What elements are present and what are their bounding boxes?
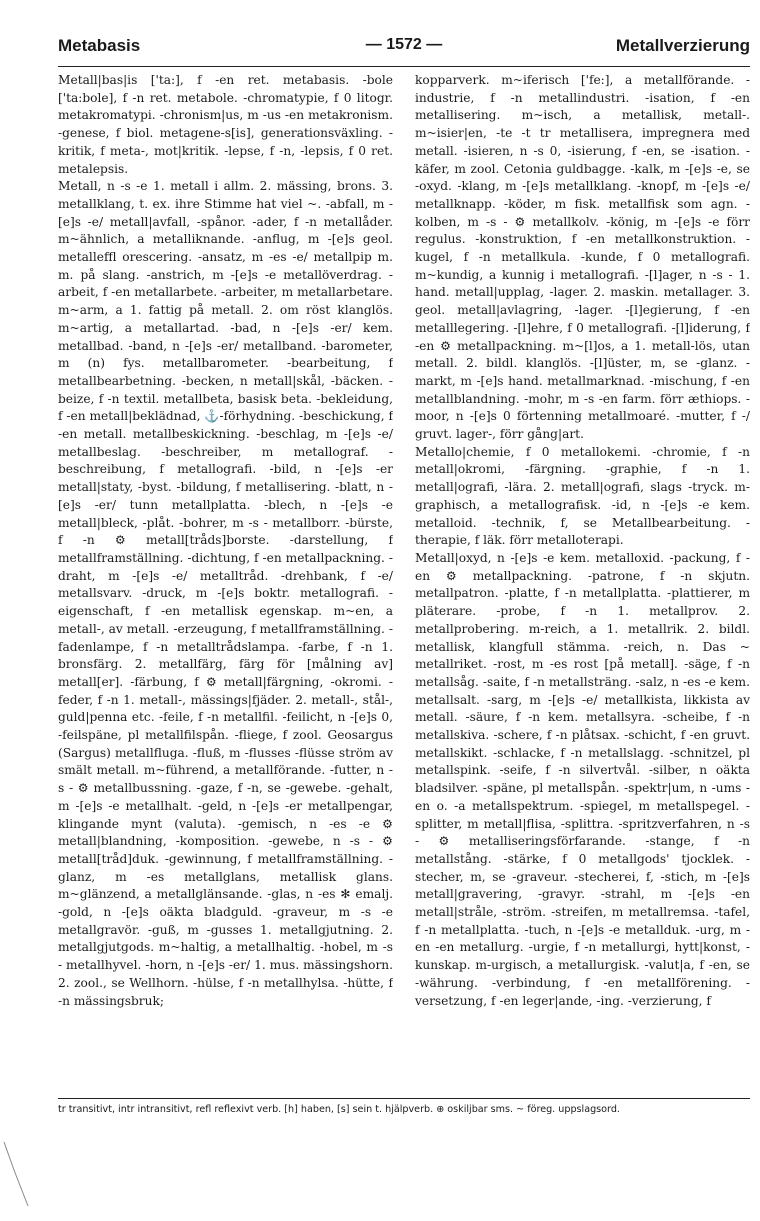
margin-pencil-mark	[0, 1140, 40, 1210]
abbreviation-legend: tr transitivt, intr intransitivt, refl reflexivt verb. [h] haben, [s] sein t. hjälpverb. ⊕ oskiljbar sms. ~ föreg. uppslagsord.	[58, 1104, 620, 1115]
header-guide-word-right: Metallverzierung	[615, 36, 750, 55]
footer-divider	[58, 1098, 750, 1099]
left-column	[58, 72, 393, 1094]
entry-block-metall-continued: kopparverk. m~iferisch ['fe:], a metallförande. -industrie, f -n metallindustri. -isation, f -en metallisering. m~isch, a metallisk, metall-. m~isier|en, -te -t tr metallisera, impregnera med metall. -isieren, n -s 0, -isierung, f -en, se -isation. -käfer, m zool. Cetonia guldbagge. -kalk, m -[e]s -e, se -oxyd. -klang, m -[e]s metallklang. -knopf, m -[e]s -e/ metallknapp. -köder, m fisk. metallfisk som agn. -kolben, m -s - ⚙ metallkolv. -könig, m -[e]s -e förr regulus. -konstruktion, f -en metallkonstruktion. -kugel, f -n metallkula. -kunde, f 0 metallografi. m~kundig, a kunnig i metallografi. -[l]ager, n -s - 1. hand. metall|upplag, -lager. 2. maskin. metallager. 3. geol. metall|avlagring, -lager. -[l]egierung, f -en metalllegering. -[l]ehre, f 0 metallografi. -[l]iderung, f -en ⚙ metallpackning. m~[l]os, a 1. metall-lös, utan metall. 2. bildl. klanglös. -[l]üster, m, se -glanz. -markt, m -[e]s hand. metallmarknad. -mischung, f -en metallblandning. -mohr, m -s -en farm. förr æthiops. -moor, n -[e]s 0 förtenning metallmoaré. -mutter, f -/ gruvt. lager-, förr gång|art.	[415, 73, 750, 442]
header-guide-word-left: Metabasis	[58, 36, 141, 55]
page-number: — 1572 —	[365, 36, 443, 53]
entry-block-metabasis: Metall|bas|is ['ta:], f -en ret. metabasis. -bole ['ta:bole], f -n ret. metabole. -chromatypie, f 0 litogr. metakromatypi. -chronism|us, m -us -en metakronism. -genese, f biol. metagene-s[is], generationsväxling. -kritik, f meta-, mot|kritik. -lepse, f -n, -lepsis, f 0 ret. metalepsis.	[58, 73, 393, 176]
entry-block-metallochemie: Metallo|chemie, f 0 metallokemi. -chromie, f -n metall|okromi, -färgning. -graphie, f -n 1. metall|ografi, -lära. 2. metall|ografi, slags -tryck. m-graphisch, a metallografisk. -id, n -[e]s -e kem. metalloid. -technik, f, se Metallbearbeitung. -therapie, f läk. förr metalloterapi.	[415, 444, 750, 548]
entry-block-metalloxyd: Metall|oxyd, n -[e]s -e kem. metalloxid. -packung, f -en ⚙ metallpackning. -patrone, f -n skjutn. metallpatron. -platte, f -n metallplatta. -plattierer, m pläterare. -probe, f -n 1. metallprov. 2. metallprobering. m-reich, a 1. metallrik. 2. bildl. metallisk, klangfull stämma. -reich, n. Das ~ metallriket. -rost, m -es rost [på metall]. -säge, f -n metallsåg. -saite, f -n metallsträng. -salz, n -es -e kem. metallsalt. -sarg, m -[e]s -e/ metallkista, likkista av metall. -säure, f -n kem. metallsyra. -scheibe, f -n metallskiva. -schere, f -n plåtsax. -schicht, f -en gruvt. metallskikt. -schlacke, f -n metallslagg. -schnitzel, pl metallspink. -seife, f -n silvertvål. -silber, n oäkta bladsilver. -späne, pl metallspån. -spektr|um, n -ums -en o. -a metallspektrum. -spiegel, m metallspegel. -splitter, m metall|flisa, -splittra. -spritzverfahren, n -s - ⚙ metalliseringsförfarande. -stange, f -n metallstång. -stärke, f 0 metallgods' tjocklek. -stecher, m, se -graveur. -stecherei, f, -stich, m -[e]s metall|gravering, -gravyr. -strahl, m -[e]s -en metall|stråle, -ström. -streifen, m metallremsa. -tafel, f -n metallplatta. -tuch, n -[e]s -e metallduk. -urg, m -en -en metallurg. -urgie, f -n metallurgi, hytt|konst, -kunskap. m-urgisch, a metallurgisk. -valut|a, f -en, se -währung. -verbindung, f -en metallförening. -versetzung, f -en leger|ande, -ing. -verzierung, f	[415, 550, 750, 1008]
header-divider	[58, 66, 750, 67]
entry-block-metall: Metall, n -s -e 1. metall i allm. 2. mässing, brons. 3. metallklang, t. ex. ihre Stimme hat viel ~. -abfall, m -[e]s -e/ metall|avfall, -spånor. -ader, f -n metallåder. m~ähnlich, a metalliknande. -anflug, m -[e]s geol. metalleffl orescering. -ansatz, m -es -e/ metallpip m. m. på slang. -anstrich, m -[e]s -e metallöverdrag. -arbeit, f -en metallarbete. -arbeiter, m metallarbetare. m~arm, a 1. fattig på metall. 2. om röst klanglös. m~artig, a metallartad. -bad, n -[e]s -er/ kem. metallbad. -band, n -[e]s -er/ metallband. -barometer, m (n) fys. metallbarometer. -bearbeitung, f metallbearbetning. -becken, n metall|skål, -bäcken. -beize, f -n textil. metallbeta, basisk beta. -bekleidung, f -en metall|beklädnad, ⚓-förhydning. -beschickung, f -en metall. metallbeskickning. -beschlag, m -[e]s -e/ metallbeslag. -beschreiber, m metallograf. -beschreibung, f metallografi. -bild, n -[e]s -er metall|staty, -byst. -bildung, f metallisering. -blatt, n -[e]s -er/ tunn metallplatta. -blech, n -[e]s -e metall|bleck, -plåt. -bohrer, m -s - metallborr. -bürste, f -n ⚙ metall[tråds]borste. -darstellung, f metallframställning. -dichtung, f -en metallpackning. -draht, m -[e]s -e/ metalltråd. -drehbank, f -e/ metallsvarv. -druck, m -[e]s boktr. metallografi. -eigenschaft, f -en metallisk egenskap. m~en, a metall-, av metall. -erzeugung, f metallframställning. -fadenlampe, f -n metalltrådslampa. -farbe, f -n 1. bronsfärg. 2. metallfärg, färg för [målning av] metall[er]. -färbung, f ⚙ metall|färgning, -okromi. -feder, f -n 1. metall-, mässings|fjäder. 2. metall-, stål-, guld|penna etc. -feile, f -n metallfil. -feilicht, n -[e]s 0, -feilspäne, pl metallfilspån. -fliege, f zool. Geosargus (Sargus) metallfluga. -fluß, m -flusses -flüsse ström av smält metall. m~führend, a metallförande. -futter, n -s - ⚙ metallbussning. -gaze, f -n, se -gewebe. -gehalt, m -[e]s -e metallhalt. -geld, n -[e]s -er metallpengar, klingande mynt (valuta). -gemisch, n -es -e ⚙ metall|blandning, -komposition. -gewebe, n -s - ⚙ metall[tråd]duk. -gewinnung, f metallframställning. -glanz, m -es metallglans, metallisk glans. m~glänzend, a metallglänsande. -glas, n -es ✻ emalj. -gold, n -[e]s oäkta bladguld. -graveur, m -s -e metallgravör. -guß, m -gusses 1. metallgjutning. 2. metallgjutgods. m~haltig, a metallhaltig. -hobel, m -s - metallhyvel. -horn, n -[e]s -er/ 1. mus. mässingshorn. 2. zool., se Wellhorn. -hülse, f -n metallhylsa. -hütte, f -n mässingsbruk;	[58, 179, 393, 1008]
right-column	[415, 72, 750, 1094]
page-header	[58, 36, 750, 68]
